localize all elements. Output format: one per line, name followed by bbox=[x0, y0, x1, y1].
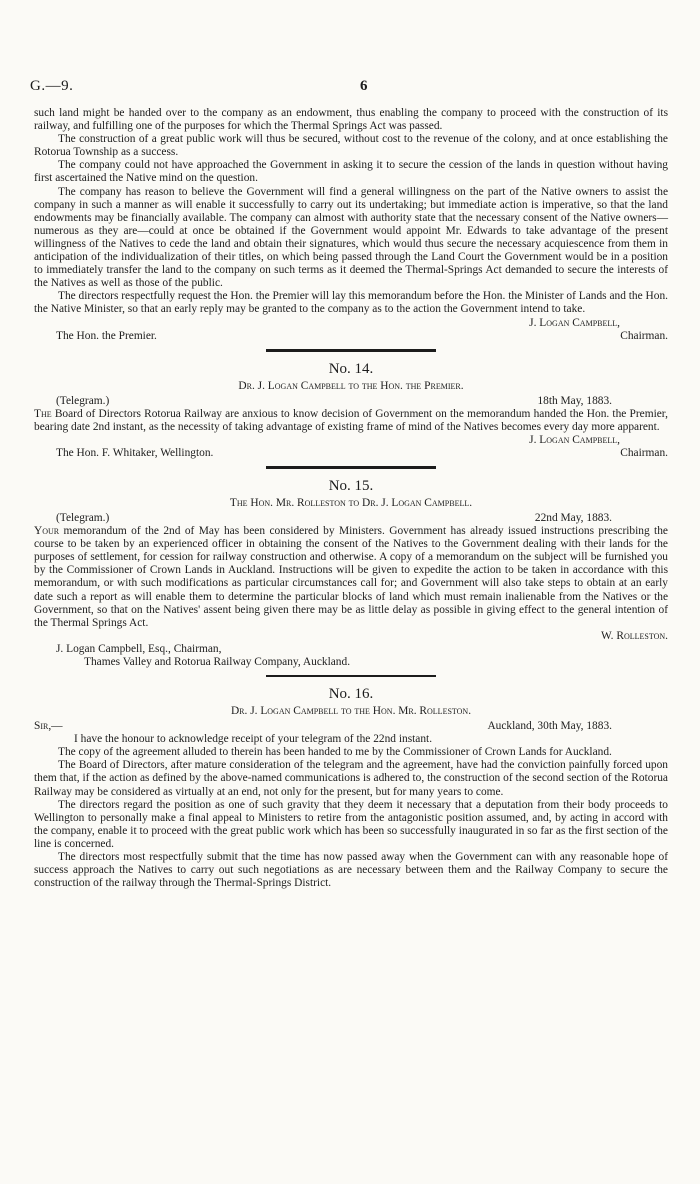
letter-heading: No. 15. bbox=[328, 477, 374, 494]
paragraph: The Board of Directors, after mature consideration of the telegram and the agreement, have had the conviction painfully forced upon them that, if the action as defined by the above-named communications is adhered to, the construction of the second section of the Rotorua Railway may be considered as virtually at an end, not only for the present, but for many years to come. bbox=[34, 759, 668, 798]
address-line: J. Logan Campbell, Esq., Chairman, bbox=[56, 642, 222, 655]
document-body bbox=[34, 107, 668, 890]
section-divider bbox=[266, 675, 436, 677]
letter-date: 18th May, 1883. bbox=[537, 394, 612, 407]
letter-no-15 bbox=[34, 477, 668, 669]
letter-subtitle: The Hon. Mr. Rolleston to Dr. J. Logan Campbell. bbox=[229, 496, 473, 509]
telegram-text bbox=[34, 408, 668, 434]
page-header bbox=[30, 78, 670, 98]
letter-heading: No. 16. bbox=[328, 686, 374, 703]
letter-no-14 bbox=[34, 360, 668, 460]
salutation: Sir,— bbox=[34, 720, 63, 733]
telegram-label: (Telegram.) bbox=[56, 394, 110, 407]
letter-heading: No. 14. bbox=[328, 360, 374, 377]
telegram-body: Board of Directors Rotorua Railway are anxious to know decision of Government on the memorandum handed the Hon. the Premier, bearing date 2nd instant, as the necessity of taking advantage of existing frame of mind of the Natives becomes every day more apparent. bbox=[34, 407, 668, 433]
telegram-label: (Telegram.) bbox=[56, 512, 110, 525]
letter-no-16 bbox=[34, 685, 668, 890]
paragraph: The copy of the agreement alluded to therein has been handed to me by the Commissioner of Crown Lands for Auckland. bbox=[58, 746, 612, 759]
lead-word: The bbox=[34, 407, 52, 420]
telegram-text bbox=[34, 525, 668, 630]
paragraph: The directors respectfully request the Hon. the Premier will lay this memorandum before the Hon. the Minister of Lands and the Hon. the Native Minister, so that an early reply may be granted to the company as to the action the Government intend to take. bbox=[34, 290, 668, 316]
signature: J. Logan Campbell, bbox=[529, 433, 620, 446]
section-divider bbox=[266, 466, 436, 469]
letter-subtitle: Dr. J. Logan Campbell to the Hon. Mr. Rolleston. bbox=[230, 705, 472, 718]
paragraph: The directors regard the position as one of such gravity that they deem it necessary that a deputation from their body proceeds to Wellington to personally make a final appeal to Ministers to retire from the antagonistic position assumed, and, by acting in accord with the company, enable it to proceed with the great public work which has been so successfully inaugurated in so far as the first section of the line is concerned. bbox=[34, 798, 668, 850]
signature: W. Rolleston. bbox=[600, 629, 668, 642]
paragraph: The directors most respectfully submit that the time has now passed away when the Government can with any reasonable hope of success approach the Natives to carry out such negotiations as are necessary between them and the Railway Company to secure the construction of the railway through the Thermal-Springs District. bbox=[34, 851, 668, 890]
paragraph: I have the honour to acknowledge receipt of your telegram of the 22nd instant. bbox=[74, 733, 433, 746]
parliamentary-paper-ref: G.—9. bbox=[30, 78, 74, 94]
place-date: Auckland, 30th May, 1883. bbox=[487, 720, 612, 733]
telegram-body: memorandum of the 2nd of May has been considered by Ministers. Government has already issued instructions prescribing the course to be taken by an experienced officer in obtaining the consent of the Natives to the Government dealing with their lands for the purposes of settlement, for cession for railway construction and otherwise. A copy of a memorandum on the subject will be furnished you by the Commissioner of Crown Lands in Auckland. Instructions will be given to expedite the action to be taken in accordance with this memorandum, or with such modifications as particular circumstances call for; and Government will also take steps to obtain at an early date such a report as will enable them to determine the particular blocks of land which must remain inalienable from the Natives or the Government, so that on the Natives' assent being given there may be as little delay as possible in giving effect to the general intention of the Thermal Springs Act. bbox=[34, 525, 668, 629]
letter-subtitle: Dr. J. Logan Campbell to the Hon. the Premier. bbox=[238, 379, 464, 392]
addressee: The Hon. F. Whitaker, Wellington. bbox=[56, 446, 214, 459]
paragraph: The construction of a great public work will thus be secured, without cost to the revenue of the colony, and at once establishing the Rotorua Township as a success. bbox=[34, 133, 668, 159]
memorandum-continuation bbox=[34, 107, 668, 343]
lead-word: Your bbox=[34, 525, 60, 538]
address-line: Thames Valley and Rotorua Railway Company, Auckland. bbox=[84, 656, 351, 668]
signatory-title: Chairman. bbox=[620, 446, 668, 459]
paragraph: such land might be handed over to the company as an endowment, thus enabling the company to proceed with the construction of its railway, and fulfilling one of the purposes for which the Thermal Springs Act was passed. bbox=[34, 107, 668, 133]
letter-date: 22nd May, 1883. bbox=[534, 512, 612, 525]
section-divider bbox=[266, 349, 436, 352]
addressee: The Hon. the Premier. bbox=[56, 329, 157, 342]
signature: J. Logan Campbell, bbox=[529, 316, 620, 329]
paragraph: The company could not have approached the Government in asking it to secure the cession of the lands in question without having first ascertained the Native mind on the question. bbox=[34, 159, 668, 185]
signatory-title: Chairman. bbox=[620, 329, 668, 342]
paragraph: The company has reason to believe the Government will find a general willingness on the part of the Native owners to assist the company in such a manner as will enable it successfully to carry out its undertaking; but immediate action is imperative, so that the land endowments may be financially available. The company can almost with authority state that the necessary consent of the Native owners—numerous as they are—could at once be obtained if the Government would appoint Mr. Edwards to take advantage of the present willingness of the Natives to cede the land and obtain their signatures, which would thus secure the necessary acquiescence from them in anticipation of the individualization of their titles, on which being passed through the Land Court the Government would be in a position to immediately transfer the land to the company on such terms as it deemed the Thermal-Springs Act demanded to secure the interests of the Natives as well as those of the public. bbox=[34, 185, 668, 290]
page-number: 6 bbox=[360, 78, 368, 94]
